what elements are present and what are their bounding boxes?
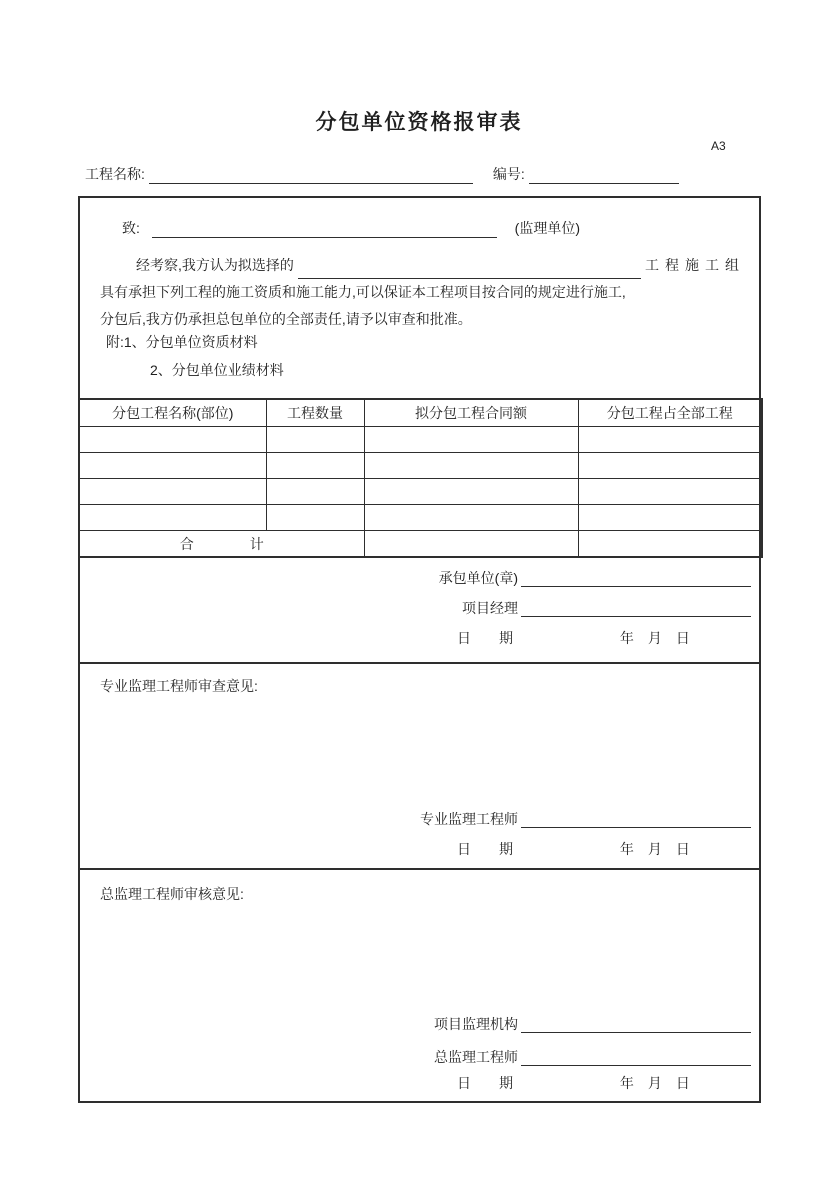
project-name-label: 工程名称: xyxy=(85,166,145,182)
specialist-date-row xyxy=(80,839,759,859)
chief-signature-row xyxy=(80,1045,759,1066)
total-label-cell: 合 计 xyxy=(79,531,364,558)
number-label: 编号: xyxy=(492,166,525,182)
chief-date-row xyxy=(80,1073,759,1093)
specialist-review-section xyxy=(80,662,759,868)
project-manager-blank xyxy=(521,596,751,617)
project-manager-label: 项目经理 xyxy=(462,600,518,616)
paragraph-line-2: 具有承担下列工程的施工资质和施工能力,可以保证本工程项目按合同的规定进行施工, xyxy=(100,284,626,300)
col-header-contract-amount: 拟分包工程合同额 xyxy=(364,399,578,427)
project-manager-row xyxy=(80,596,759,617)
date-format-label: 年 月 日 xyxy=(619,841,690,857)
contractor-seal-row xyxy=(80,566,759,587)
attachment-item-1: 附:1、分包单位资质材料 xyxy=(106,334,258,350)
attachment-item-2: 2、分包单位业绩材料 xyxy=(150,362,284,378)
form-code-label: A3 xyxy=(711,139,726,153)
col-header-work-name: 分包工程名称(部位) xyxy=(79,399,266,427)
form-body-box xyxy=(78,196,761,1103)
table-total-row xyxy=(79,531,762,558)
table-row xyxy=(79,427,762,453)
chief-engineer-label: 总监理工程师 xyxy=(434,1049,518,1065)
date-label: 日 期 xyxy=(457,841,513,857)
contractor-date-row xyxy=(80,628,759,648)
supervision-unit-label: (监理单位) xyxy=(514,220,580,236)
specialist-signature-row xyxy=(80,807,759,828)
header-fields xyxy=(85,164,761,184)
to-blank xyxy=(152,220,497,238)
paragraph-line-3: 分包后,我方仍承担总包单位的全部责任,请予以审查和批准。 xyxy=(100,311,472,327)
paragraph-line-1 xyxy=(100,252,745,279)
contractor-seal-blank xyxy=(521,566,751,587)
date-format-label: 年 月 日 xyxy=(619,630,690,646)
supervision-org-row xyxy=(80,1012,759,1033)
specialist-section-title: 专业监理工程师审查意见: xyxy=(100,678,258,694)
col-header-quantity: 工程数量 xyxy=(266,399,364,427)
para1-prefix: 经考察,我方认为拟选择的 xyxy=(136,257,294,273)
date-format-label: 年 月 日 xyxy=(619,1075,690,1091)
subcontractor-name-blank xyxy=(298,256,641,279)
date-label: 日 期 xyxy=(457,630,513,646)
chief-review-section xyxy=(80,868,759,1101)
chief-section-title: 总监理工程师审核意见: xyxy=(100,886,244,902)
contractor-seal-label: 承包单位(章) xyxy=(438,570,518,586)
supervision-org-label: 项目监理机构 xyxy=(434,1016,518,1032)
to-label: 致: xyxy=(122,220,140,236)
number-blank xyxy=(529,164,679,184)
table-row xyxy=(79,479,762,505)
table-header-row xyxy=(79,399,762,427)
page-title: 分包单位资格报审表 xyxy=(315,111,523,134)
col-header-proportion: 分包工程占全部工程 xyxy=(578,399,762,427)
letter-paragraph xyxy=(100,252,745,333)
chief-signature-blank xyxy=(521,1045,751,1066)
specialist-engineer-label: 专业监理工程师 xyxy=(420,811,518,827)
para1-suffix: 工程施工组 xyxy=(645,257,745,273)
to-line xyxy=(122,218,580,238)
date-label: 日 期 xyxy=(457,1075,513,1091)
table-row xyxy=(79,505,762,531)
table-row xyxy=(79,453,762,479)
supervision-org-blank xyxy=(521,1012,751,1033)
specialist-signature-blank xyxy=(521,807,751,828)
subcontract-table xyxy=(78,398,763,558)
project-name-blank xyxy=(149,164,473,184)
